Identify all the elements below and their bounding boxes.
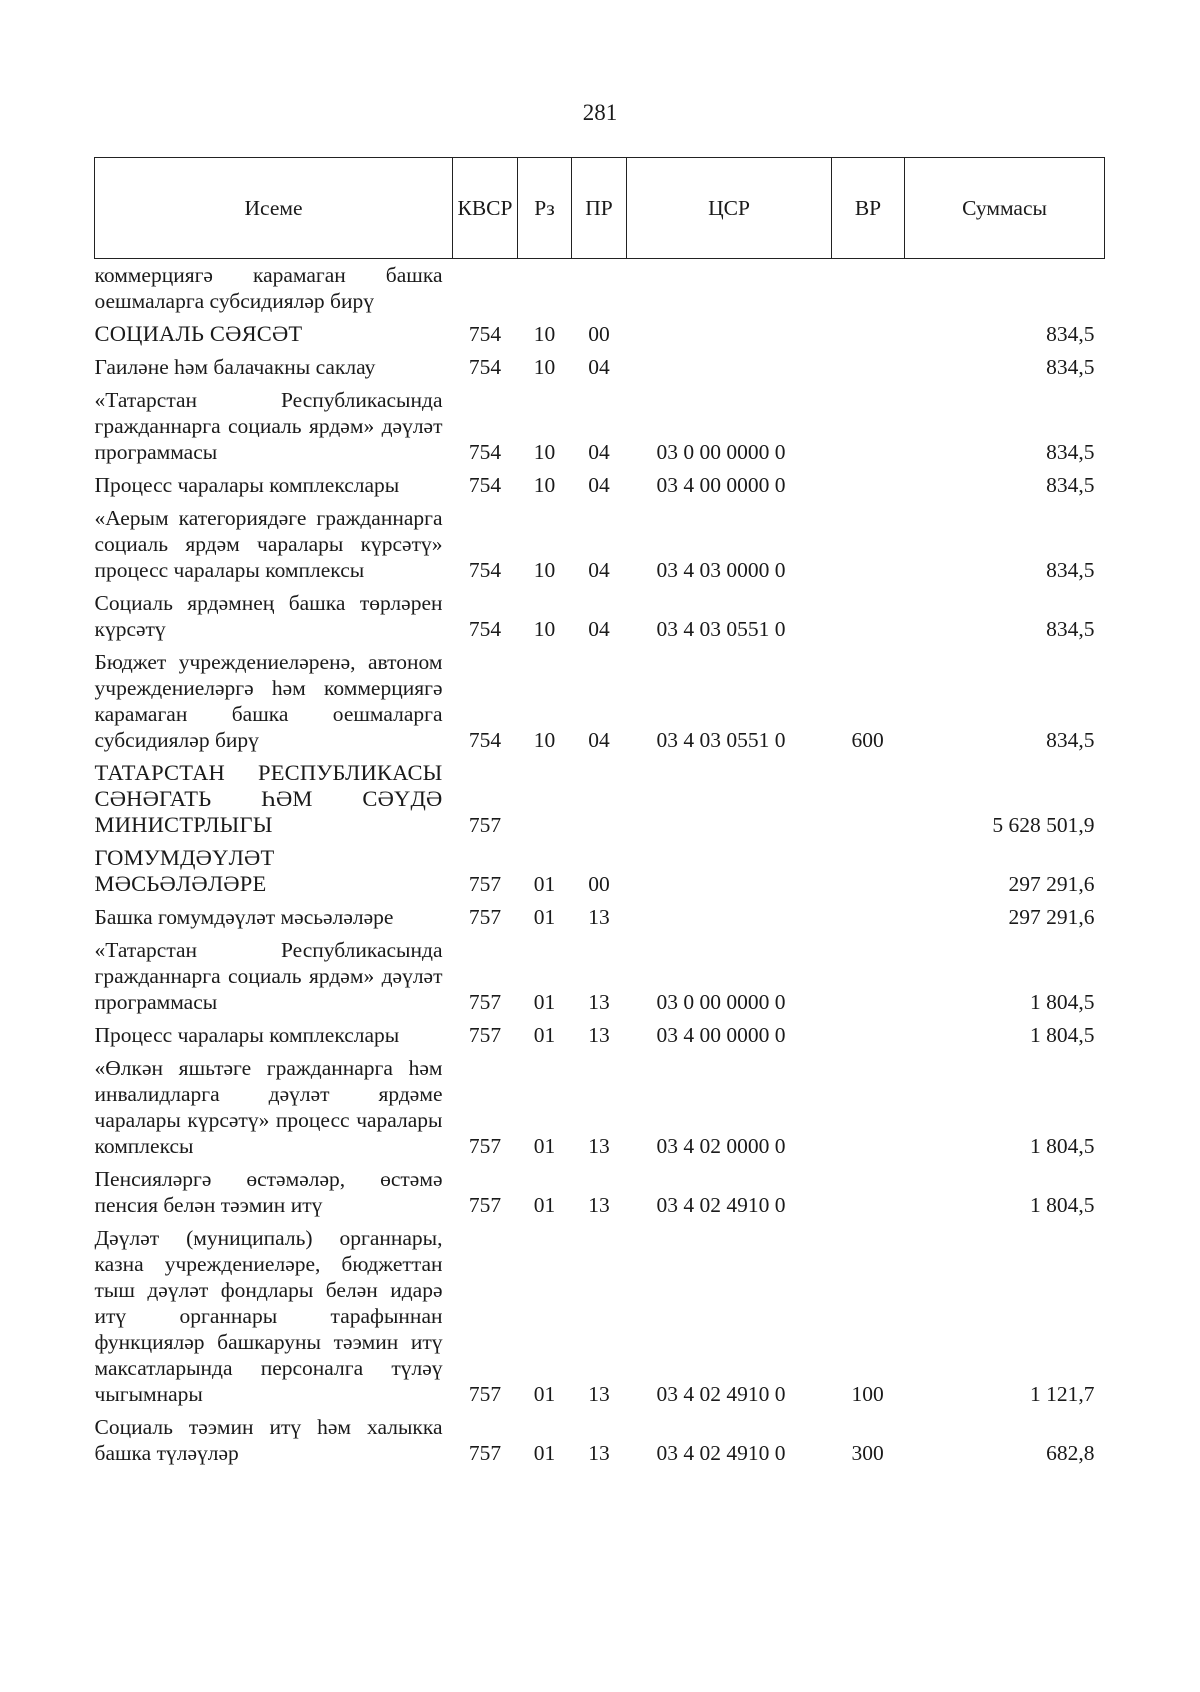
- cell-csr: [627, 259, 832, 319]
- cell-csr: 03 0 00 0000 0: [656, 440, 786, 464]
- cell-sum: 834,5: [1046, 440, 1095, 464]
- cell-vr: [832, 318, 905, 351]
- cell-kvsr: [453, 259, 518, 319]
- cell-kvsr: 757: [468, 1382, 502, 1406]
- cell-name: Бюджет учреждениеләренә, автоном учреждениеләргә һәм коммерциягә карамаган башка оешмаларга субсидияләр бирү: [94, 650, 443, 752]
- cell-rz: [518, 757, 572, 842]
- cell-sum: 834,5: [1046, 355, 1095, 379]
- cell-rz: 01: [533, 1134, 556, 1158]
- cell-kvsr: 757: [468, 1134, 502, 1158]
- cell-name: коммерциягә карамаган башка оешмаларга субсидияләр бирү: [94, 263, 443, 313]
- cell-csr: [627, 318, 832, 351]
- cell-vr: [832, 502, 905, 587]
- cell-kvsr: 757: [468, 872, 502, 896]
- cell-sum: 1 804,5: [1030, 1193, 1095, 1217]
- cell-csr: [627, 351, 832, 384]
- header-rz: Рз: [518, 158, 572, 259]
- cell-kvsr: 757: [468, 1023, 502, 1047]
- cell-vr: [832, 1019, 905, 1052]
- cell-vr: [832, 901, 905, 934]
- table-row: [95, 384, 1105, 469]
- cell-csr: [627, 842, 832, 901]
- cell-csr: 03 4 03 0551 0: [656, 617, 786, 641]
- table-row: [95, 1019, 1105, 1052]
- table-row: [95, 646, 1105, 757]
- cell-csr: 03 4 02 4910 0: [656, 1382, 786, 1406]
- cell-pr: 13: [588, 990, 610, 1014]
- cell-rz: 01: [533, 990, 556, 1014]
- cell-vr: [832, 259, 905, 319]
- cell-rz: 10: [533, 355, 556, 379]
- table-header: [95, 158, 1105, 259]
- cell-sum: 682,8: [1046, 1441, 1095, 1465]
- cell-vr: [832, 384, 905, 469]
- cell-kvsr: 757: [468, 1193, 502, 1217]
- table-row: [95, 259, 1105, 319]
- table-row: [95, 842, 1105, 901]
- cell-csr: 03 4 00 0000 0: [656, 473, 786, 497]
- cell-vr: [832, 842, 905, 901]
- table-row: [95, 934, 1105, 1019]
- cell-pr: 00: [588, 322, 610, 346]
- table-row: [95, 587, 1105, 646]
- cell-sum: 297 291,6: [1008, 905, 1095, 929]
- cell-csr: 03 4 02 4910 0: [656, 1193, 786, 1217]
- cell-sum: 297 291,6: [1008, 872, 1095, 896]
- cell-name: Социаль ярдәмнең башка төрләрен күрсәтү: [94, 591, 443, 641]
- cell-rz: 10: [533, 728, 556, 752]
- cell-kvsr: 754: [468, 473, 502, 497]
- cell-name: Башка гомумдәүләт мәсьәләләре: [94, 905, 394, 929]
- cell-kvsr: 754: [468, 355, 502, 379]
- cell-csr: 03 4 00 0000 0: [656, 1023, 786, 1047]
- cell-csr: 03 4 02 4910 0: [656, 1441, 786, 1465]
- cell-pr: [572, 757, 627, 842]
- cell-rz: 10: [533, 617, 556, 641]
- cell-sum: 5 628 501,9: [992, 813, 1095, 837]
- cell-kvsr: 754: [468, 440, 502, 464]
- cell-kvsr: 754: [468, 617, 502, 641]
- cell-vr: [832, 351, 905, 384]
- cell-pr: 00: [588, 872, 610, 896]
- cell-pr: 04: [588, 440, 610, 464]
- cell-kvsr: 754: [468, 558, 502, 582]
- header-kvsr: КВСР: [453, 158, 518, 259]
- cell-csr: [627, 901, 832, 934]
- header-pr: ПР: [572, 158, 627, 259]
- table-row: [95, 901, 1105, 934]
- cell-pr: 04: [588, 473, 610, 497]
- cell-rz: 10: [533, 440, 556, 464]
- cell-sum: 1 121,7: [1030, 1382, 1095, 1406]
- cell-rz: 01: [533, 905, 556, 929]
- cell-sum: 834,5: [1046, 473, 1095, 497]
- cell-kvsr: 757: [468, 813, 502, 837]
- cell-kvsr: 757: [468, 990, 502, 1014]
- table-row: [95, 351, 1105, 384]
- header-sum: Суммасы: [905, 158, 1105, 259]
- cell-pr: [572, 259, 627, 319]
- cell-rz: 01: [533, 1193, 556, 1217]
- table-row: [95, 469, 1105, 502]
- cell-name: «Татарстан Республикасында гражданнарга социаль ярдәм» дәүләт программасы: [94, 938, 443, 1014]
- cell-pr: 13: [588, 1441, 610, 1465]
- cell-csr: 03 0 00 0000 0: [656, 990, 786, 1014]
- table-body: [95, 259, 1105, 1471]
- cell-csr: 03 4 03 0551 0: [656, 728, 786, 752]
- cell-name: Дәүләт (муниципаль) органнары, казна учреждениеләре, бюджеттан тыш дәүләт фондлары белән идарә итү органнары тарафыннан функцияләр башкаруны тәэмин итү максатларында персоналга түләү чыгымнары: [94, 1226, 443, 1406]
- cell-name: Гаиләне һәм балачакны саклау: [94, 355, 376, 379]
- cell-vr: 600: [851, 728, 884, 752]
- cell-name: Процесс чаралары комплекслары: [94, 1023, 400, 1047]
- cell-pr: 04: [588, 355, 610, 379]
- cell-pr: 04: [588, 728, 610, 752]
- cell-pr: 13: [588, 1193, 610, 1217]
- cell-rz: 10: [533, 558, 556, 582]
- table-row: [95, 757, 1105, 842]
- cell-name: Социаль тәэмин итү һәм халыкка башка түләүләр: [94, 1415, 443, 1465]
- cell-kvsr: 754: [468, 728, 502, 752]
- cell-sum: 834,5: [1046, 558, 1095, 582]
- cell-sum: 1 804,5: [1030, 990, 1095, 1014]
- cell-vr: [832, 757, 905, 842]
- cell-vr: 100: [851, 1382, 884, 1406]
- cell-sum: 1 804,5: [1030, 1134, 1095, 1158]
- cell-pr: 04: [588, 558, 610, 582]
- cell-sum: 834,5: [1046, 728, 1095, 752]
- cell-rz: 01: [533, 1023, 556, 1047]
- cell-rz: 10: [533, 322, 556, 346]
- cell-name: ГОМУМДӘҮЛӘТ МӘСЬӘЛӘЛӘРЕ: [94, 845, 275, 896]
- cell-name: Процесс чаралары комплекслары: [94, 473, 400, 497]
- header-name: Исеме: [95, 158, 453, 259]
- cell-kvsr: 757: [468, 1441, 502, 1465]
- cell-pr: 13: [588, 1382, 610, 1406]
- cell-sum: 1 804,5: [1030, 1023, 1095, 1047]
- cell-vr: [832, 934, 905, 1019]
- cell-name: «Өлкән яшьтәге гражданнарга һәм инвалидларга дәүләт ярдәме чаралары күрсәтү» процесс чаралары комплексы: [94, 1056, 443, 1158]
- cell-kvsr: 754: [468, 322, 502, 346]
- cell-csr: [627, 757, 832, 842]
- cell-kvsr: 757: [468, 905, 502, 929]
- cell-name: ТАТАРСТАН РЕСПУБЛИКАСЫ СӘНӘГАТЬ ҺӘМ СӘҮДӘ МИНИСТРЛЫГЫ: [94, 760, 443, 837]
- cell-sum: [905, 259, 1105, 319]
- cell-sum: 834,5: [1046, 322, 1095, 346]
- cell-vr: [832, 587, 905, 646]
- cell-sum: 834,5: [1046, 617, 1095, 641]
- cell-pr: 13: [588, 1134, 610, 1158]
- cell-rz: [518, 259, 572, 319]
- table-row: [95, 1411, 1105, 1470]
- cell-vr: [832, 1052, 905, 1163]
- header-vr: ВР: [832, 158, 905, 259]
- cell-rz: 01: [533, 1441, 556, 1465]
- cell-csr: 03 4 02 0000 0: [656, 1134, 786, 1158]
- cell-rz: 01: [533, 872, 556, 896]
- cell-pr: 13: [588, 905, 610, 929]
- cell-pr: 13: [588, 1023, 610, 1047]
- cell-csr: 03 4 03 0000 0: [656, 558, 786, 582]
- page-number: 281: [582, 100, 618, 125]
- cell-name: «Татарстан Республикасында гражданнарга социаль ярдәм» дәүләт программасы: [94, 388, 443, 464]
- cell-vr: 300: [851, 1441, 884, 1465]
- table-row: [95, 502, 1105, 587]
- cell-pr: 04: [588, 617, 610, 641]
- header-csr: ЦСР: [627, 158, 832, 259]
- table-row: [95, 318, 1105, 351]
- cell-vr: [832, 1163, 905, 1222]
- budget-table: [94, 157, 1105, 1470]
- cell-name: СОЦИАЛЬ СӘЯСӘТ: [94, 321, 303, 346]
- cell-vr: [832, 469, 905, 502]
- table-row: [95, 1052, 1105, 1163]
- table-row: [95, 1163, 1105, 1222]
- cell-rz: 01: [533, 1382, 556, 1406]
- cell-name: Пенсияләргә өстәмәләр, өстәмә пенсия белән тәэмин итү: [94, 1167, 443, 1217]
- cell-rz: 10: [533, 473, 556, 497]
- table-row: [95, 1222, 1105, 1411]
- cell-name: «Аерым категориядәге гражданнарга социаль ярдәм чаралары күрсәтү» процесс чаралары комплексы: [94, 506, 443, 582]
